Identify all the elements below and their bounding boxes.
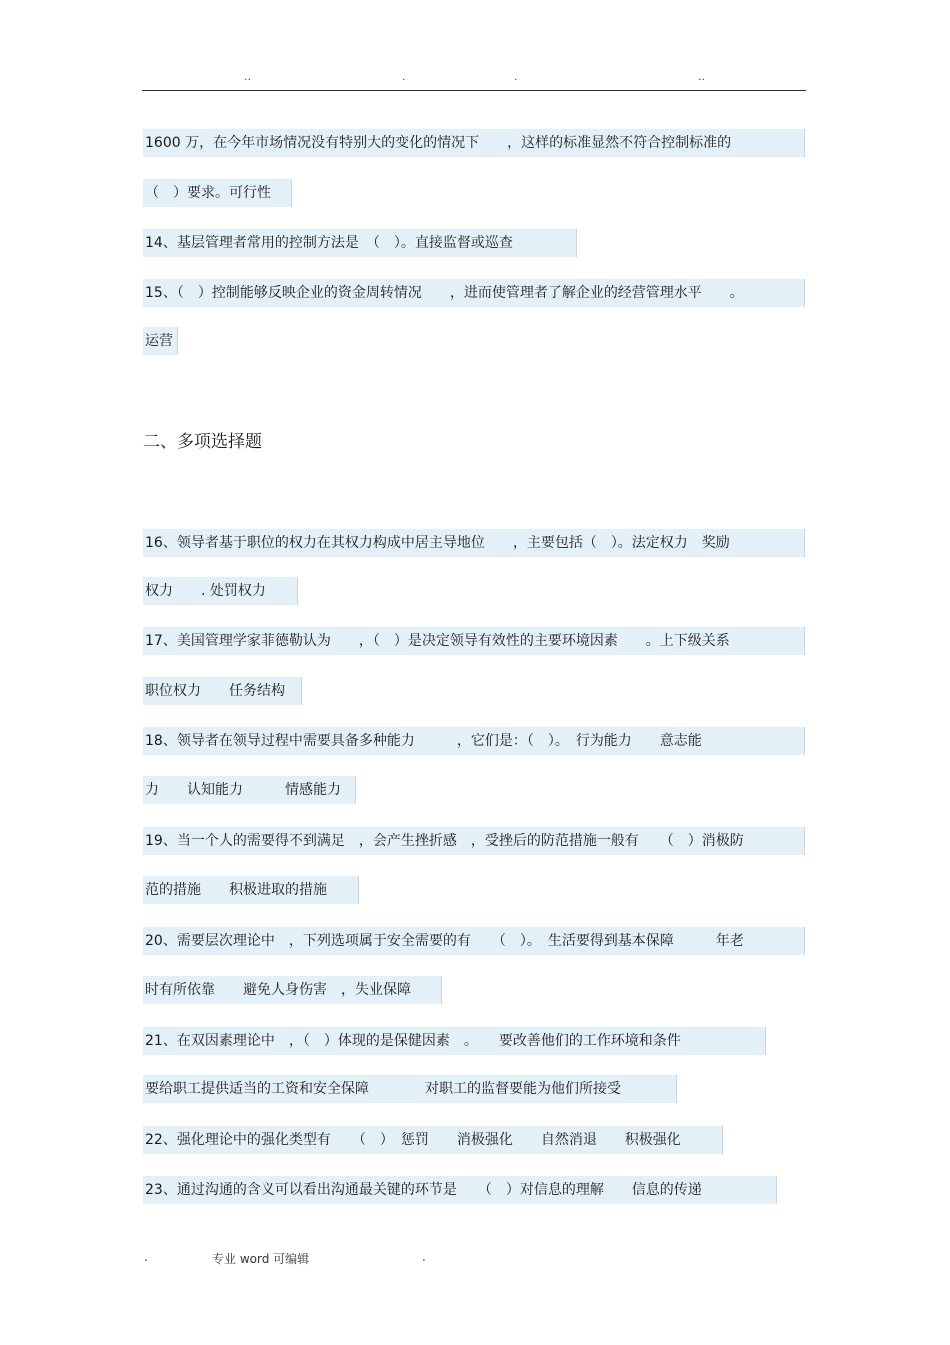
question-15: 15、（ ）控制能够反映企业的资金周转情况 ，进而使管理者了解企业的经营管理水平 。 <box>143 279 805 307</box>
footer-mark: . <box>144 1250 148 1264</box>
question-22: 22、强化理论中的强化类型有 （ ） 惩罚 消极强化 自然消退 积极强化 <box>143 1126 723 1154</box>
text-line: 权力 . 处罚权力 <box>143 577 298 605</box>
text-line: 时有所依靠 避免人身伤害 ，失业保障 <box>143 976 442 1004</box>
question-23: 23、通过沟通的含义可以看出沟通最关键的环节是 （ ）对信息的理解 信息的传递 <box>143 1176 777 1204</box>
question-19: 19、当一个人的需要得不到满足 ，会产生挫折感 ，受挫后的防范措施一般有 （ ）消极防 <box>143 827 805 855</box>
header-rule <box>142 90 806 91</box>
footer-text: 专业 word 可编辑 <box>212 1252 310 1266</box>
text-line: 运营 <box>143 327 178 355</box>
text-line: 要给职工提供适当的工资和安全保障 对职工的监督要能为他们所接受 <box>143 1075 677 1103</box>
header-mark: . <box>514 70 518 83</box>
question-17: 17、美国管理学家菲德勒认为 ，（ ）是决定领导有效性的主要环境因素 。上下级关系 <box>143 627 805 655</box>
header-mark: .. <box>698 70 705 83</box>
question-21: 21、在双因素理论中 ，（ ）体现的是保健因素 。 要改善他们的工作环境和条件 <box>143 1027 766 1055</box>
page-header <box>142 70 806 88</box>
text-line: （ ）要求。可行性 <box>143 179 292 207</box>
text-line: 1600 万，在今年市场情况没有特别大的变化的情况下 ，这样的标准显然不符合控制标准的 <box>143 129 805 157</box>
question-16: 16、领导者基于职位的权力在其权力构成中居主导地位 ，主要包括（ ）。法定权力 奖励 <box>143 529 805 557</box>
header-mark: . <box>402 70 406 83</box>
question-14: 14、基层管理者常用的控制方法是 （ ）。直接监督或巡查 <box>143 229 577 257</box>
text-line: 范的措施 积极进取的措施 <box>143 876 359 904</box>
question-18: 18、领导者在领导过程中需要具备多种能力 ，它们是：（ ）。 行为能力 意志能 <box>143 727 805 755</box>
header-mark: .. <box>244 70 251 83</box>
question-20: 20、需要层次理论中 ，下列选项属于安全需要的有 （ ）。 生活要得到基本保障 年老 <box>143 927 805 955</box>
footer-mark: . <box>422 1250 426 1264</box>
text-line: 力 认知能力 情感能力 <box>143 776 356 804</box>
text-line: 职位权力 任务结构 <box>143 677 302 705</box>
section-title: 二、多项选择题 <box>143 432 262 452</box>
